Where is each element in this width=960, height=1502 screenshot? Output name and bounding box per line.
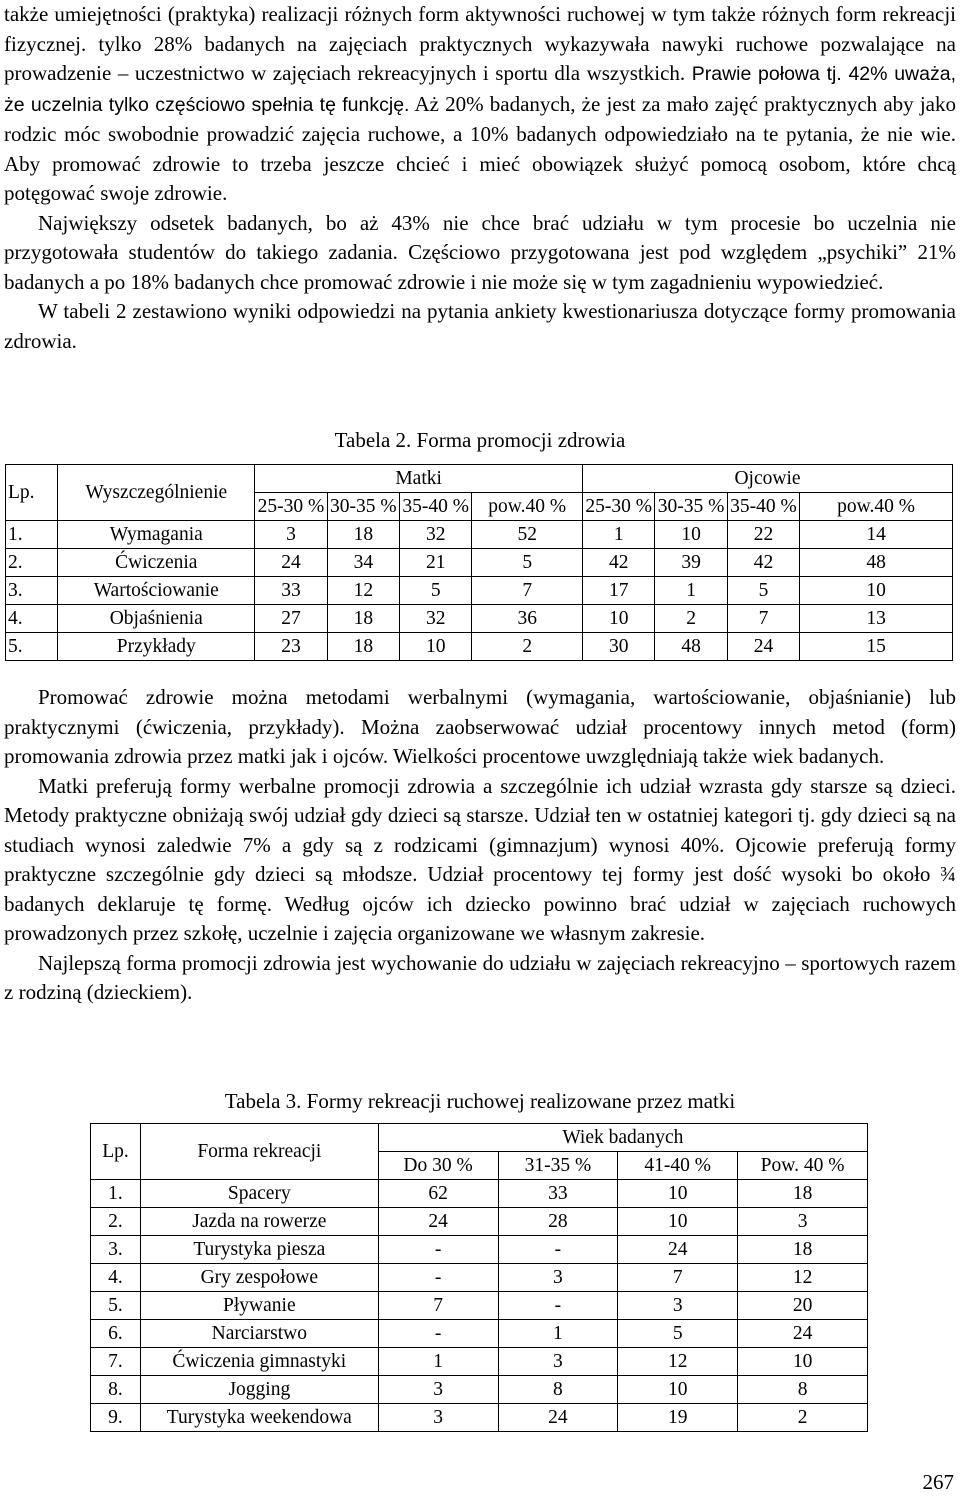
table-row xyxy=(91,1376,868,1404)
paragraph-1-part-b: Prawie połowa tj. 42% uważa, że uczelnia tylko częściowo spełnia tę funkcję. xyxy=(4,63,956,116)
paragraph-2-part-b: Częściowo przygotowana jest pod względem „psychiki” 21% badanych a po 18% badanych chce promować zdrowie i nie może się w tym zagadnieniu wypowiedzieć. xyxy=(4,240,956,294)
value-cell: 1 xyxy=(583,521,655,549)
table-row xyxy=(91,1348,868,1376)
item-cell: Objaśnienia xyxy=(58,605,255,633)
value-cell: 10 xyxy=(618,1376,738,1404)
table-row xyxy=(6,633,953,661)
item-cell: Wymagania xyxy=(58,521,255,549)
table-3-age-group-header: Wiek badanych xyxy=(378,1124,867,1152)
value-cell: 3 xyxy=(498,1264,618,1292)
table-2-age-col: 35-40 % xyxy=(400,493,472,521)
form-cell: Pływanie xyxy=(140,1292,378,1320)
value-cell: 10 xyxy=(618,1180,738,1208)
value-cell: 52 xyxy=(472,521,583,549)
value-cell: 5 xyxy=(400,577,472,605)
value-cell: 32 xyxy=(400,521,472,549)
value-cell: 7 xyxy=(378,1292,498,1320)
value-cell: 30 xyxy=(583,633,655,661)
lp-cell: 6. xyxy=(91,1320,141,1348)
value-cell: 32 xyxy=(400,605,472,633)
form-cell: Spacery xyxy=(140,1180,378,1208)
table-2-header-row-1 xyxy=(6,465,953,493)
table-2-age-col: 25-30 % xyxy=(583,493,655,521)
paragraph-3: W tabeli 2 zestawiono wyniki odpowiedzi na pytania ankiety kwestionariusza dotyczące formy promowania zdrowia. xyxy=(4,299,956,353)
value-cell: 34 xyxy=(327,549,399,577)
form-cell: Turystyka weekendowa xyxy=(140,1404,378,1432)
value-cell: 24 xyxy=(378,1208,498,1236)
lp-cell: 2. xyxy=(91,1208,141,1236)
value-cell: 7 xyxy=(618,1264,738,1292)
form-cell: Turystyka piesza xyxy=(140,1236,378,1264)
value-cell: 10 xyxy=(738,1348,868,1376)
value-cell: 2 xyxy=(738,1404,868,1432)
value-cell: - xyxy=(378,1236,498,1264)
table-row xyxy=(91,1180,868,1208)
value-cell: 24 xyxy=(255,549,327,577)
table-2-item-header: Wyszczególnienie xyxy=(58,465,255,521)
paragraph-5: Matki preferują formy werbalne promocji zdrowia a szczególnie ich udział wzrasta gdy starsze są dzieci. Metody praktyczne obniżają swój udział gdy dzieci są starsze. Udział ten w ostatniej kategori tj. gdy dzieci są na studiach wynosi zaledwie 7% a gdy są z rodzicami (gimnazjum) wynosi 40%. Ojcowie preferują formy praktyczne szczególnie gdy dzieci są młodsze. Udział procentowy tej formy jest dość wysoki bo około ¾ badanych deklaruje tę formę. Według ojców ich dziecko powinno brać udział w zajęciach ruchowych prowadzonych przez szkołę, uczelnie i zajęcia organizowane we własnym zakresie. xyxy=(4,773,956,945)
table-3-age-col: 31-35 % xyxy=(498,1152,618,1180)
value-cell: 23 xyxy=(255,633,327,661)
table-row xyxy=(91,1292,868,1320)
table-2-age-col: pow.40 % xyxy=(800,493,953,521)
lp-cell: 3. xyxy=(91,1236,141,1264)
value-cell: 18 xyxy=(738,1180,868,1208)
form-cell: Jogging xyxy=(140,1376,378,1404)
paragraph-1-part-d: Aby promować zdrowie to trzeba jeszcze chcieć i mieć obowiązek służyć pomocą osobom, które chcą potęgować swoje zdrowie. xyxy=(4,151,956,205)
value-cell: 3 xyxy=(498,1348,618,1376)
page-number: 267 xyxy=(922,1470,954,1494)
value-cell: 1 xyxy=(655,577,727,605)
value-cell: 5 xyxy=(618,1320,738,1348)
value-cell: 1 xyxy=(378,1348,498,1376)
value-cell: 12 xyxy=(327,577,399,605)
value-cell: - xyxy=(378,1264,498,1292)
table-3-caption: Tabela 3. Formy rekreacji ruchowej realizowane przez matki xyxy=(224,1089,736,1113)
table-2-age-col: pow.40 % xyxy=(472,493,583,521)
value-cell: 5 xyxy=(472,549,583,577)
value-cell: 8 xyxy=(498,1376,618,1404)
value-cell: 15 xyxy=(800,633,953,661)
lp-cell: 1. xyxy=(6,521,58,549)
value-cell: 3 xyxy=(618,1292,738,1320)
table-2-age-col: 30-35 % xyxy=(327,493,399,521)
lp-cell: 2. xyxy=(6,549,58,577)
table-3-form-header: Forma rekreacji xyxy=(140,1124,378,1180)
value-cell: 27 xyxy=(255,605,327,633)
form-cell: Ćwiczenia gimnastyki xyxy=(140,1348,378,1376)
value-cell: 17 xyxy=(583,577,655,605)
value-cell: 3 xyxy=(738,1208,868,1236)
paragraph-1 xyxy=(4,0,956,209)
value-cell: 22 xyxy=(727,521,799,549)
table-2-age-col: 30-35 % xyxy=(655,493,727,521)
value-cell: - xyxy=(498,1292,618,1320)
value-cell: 18 xyxy=(738,1236,868,1264)
value-cell: - xyxy=(378,1320,498,1348)
value-cell: 5 xyxy=(727,577,799,605)
paragraph-2-part-a: Największy odsetek badanych, bo aż 43% nie chce brać udziału w tym procesie bo uczelnia nie przygotowała studentów do takiego zadania. xyxy=(4,210,956,264)
lp-cell: 9. xyxy=(91,1404,141,1432)
value-cell: 7 xyxy=(472,577,583,605)
value-cell: 48 xyxy=(800,549,953,577)
table-3-age-col: 41-40 % xyxy=(618,1152,738,1180)
lp-cell: 5. xyxy=(6,633,58,661)
table-row xyxy=(6,577,953,605)
table-2-fathers-header: Ojcowie xyxy=(583,465,953,493)
paragraph-1-part-a: także umiejętności (praktyka) realizacji różnych form aktywności ruchowej w tym także różnych form rekreacji fizycznej. tylko 28% badanych na zajęciach praktycznych wykazywała nawyki ruchowe pozwalające na prowadzenie – uczestnictwo w zajęciach rekreacyjnych i sportu dla wszystkich. xyxy=(4,2,956,85)
item-cell: Przykłady xyxy=(58,633,255,661)
table-row xyxy=(91,1236,868,1264)
value-cell: - xyxy=(498,1236,618,1264)
table-row xyxy=(91,1320,868,1348)
value-cell: 3 xyxy=(255,521,327,549)
value-cell: 36 xyxy=(472,605,583,633)
text-block-middle xyxy=(4,683,956,1008)
value-cell: 14 xyxy=(800,521,953,549)
text-block-top xyxy=(4,0,956,356)
table-2-age-col: 25-30 % xyxy=(255,493,327,521)
value-cell: 42 xyxy=(583,549,655,577)
table-2-lp-header: Lp. xyxy=(6,465,58,521)
table-3 xyxy=(90,1123,868,1432)
table-2-mothers-header: Matki xyxy=(255,465,583,493)
lp-cell: 3. xyxy=(6,577,58,605)
paragraph-4: Promować zdrowie można metodami werbalnymi (wymagania, wartościowanie, objaśnianie) lub praktycznymi (ćwiczenia, przykłady). Można zaobserwować udział procentowy innych metod (form) promowania zdrowia przez matki jak i ojców. Wielkości procentowe uwzględniają także wiek badanych. xyxy=(4,685,956,768)
value-cell: 24 xyxy=(727,633,799,661)
value-cell: 12 xyxy=(738,1264,868,1292)
value-cell: 3 xyxy=(378,1404,498,1432)
value-cell: 62 xyxy=(378,1180,498,1208)
value-cell: 24 xyxy=(498,1404,618,1432)
item-cell: Wartościowanie xyxy=(58,577,255,605)
lp-cell: 4. xyxy=(91,1264,141,1292)
value-cell: 24 xyxy=(618,1236,738,1264)
lp-cell: 1. xyxy=(91,1180,141,1208)
value-cell: 10 xyxy=(618,1208,738,1236)
form-cell: Narciarstwo xyxy=(140,1320,378,1348)
value-cell: 10 xyxy=(655,521,727,549)
value-cell: 33 xyxy=(255,577,327,605)
value-cell: 28 xyxy=(498,1208,618,1236)
value-cell: 12 xyxy=(618,1348,738,1376)
table-3-age-col: Pow. 40 % xyxy=(738,1152,868,1180)
paragraph-6: Najlepszą forma promocji zdrowia jest wychowanie do udziału w zajęciach rekreacyjno – sportowych razem z rodziną (dzieckiem). xyxy=(4,950,956,1004)
value-cell: 10 xyxy=(400,633,472,661)
value-cell: 39 xyxy=(655,549,727,577)
value-cell: 18 xyxy=(327,521,399,549)
lp-cell: 5. xyxy=(91,1292,141,1320)
value-cell: 19 xyxy=(618,1404,738,1432)
table-2-caption: Tabela 2. Forma promocji zdrowia xyxy=(334,428,626,452)
table-row xyxy=(6,549,953,577)
value-cell: 21 xyxy=(400,549,472,577)
lp-cell: 4. xyxy=(6,605,58,633)
table-2-age-col: 35-40 % xyxy=(727,493,799,521)
value-cell: 10 xyxy=(583,605,655,633)
table-row xyxy=(91,1208,868,1236)
table-row xyxy=(91,1264,868,1292)
value-cell: 2 xyxy=(472,633,583,661)
value-cell: 7 xyxy=(727,605,799,633)
value-cell: 20 xyxy=(738,1292,868,1320)
value-cell: 1 xyxy=(498,1320,618,1348)
value-cell: 10 xyxy=(800,577,953,605)
value-cell: 13 xyxy=(800,605,953,633)
value-cell: 48 xyxy=(655,633,727,661)
form-cell: Jazda na rowerze xyxy=(140,1208,378,1236)
value-cell: 18 xyxy=(327,633,399,661)
value-cell: 24 xyxy=(738,1320,868,1348)
value-cell: 18 xyxy=(327,605,399,633)
table-row xyxy=(6,605,953,633)
table-row xyxy=(6,521,953,549)
value-cell: 2 xyxy=(655,605,727,633)
item-cell: Ćwiczenia xyxy=(58,549,255,577)
table-row xyxy=(91,1404,868,1432)
lp-cell: 7. xyxy=(91,1348,141,1376)
form-cell: Gry zespołowe xyxy=(140,1264,378,1292)
paragraph-1-part-c: Aż 20% badanych, że jest za mało zajęć praktycznych aby jako rodzic móc swobodnie prowadzić zajęcia ruchowe, a 10% badanych odpowiedziało na te pytania, że nie wie. xyxy=(4,91,956,146)
paragraph-2 xyxy=(4,209,956,298)
lp-cell: 8. xyxy=(91,1376,141,1404)
value-cell: 33 xyxy=(498,1180,618,1208)
value-cell: 42 xyxy=(727,549,799,577)
table-3-lp-header: Lp. xyxy=(91,1124,141,1180)
table-3-age-col: Do 30 % xyxy=(378,1152,498,1180)
table-3-header-row-1 xyxy=(91,1124,868,1152)
value-cell: 8 xyxy=(738,1376,868,1404)
table-2 xyxy=(5,464,953,661)
value-cell: 3 xyxy=(378,1376,498,1404)
